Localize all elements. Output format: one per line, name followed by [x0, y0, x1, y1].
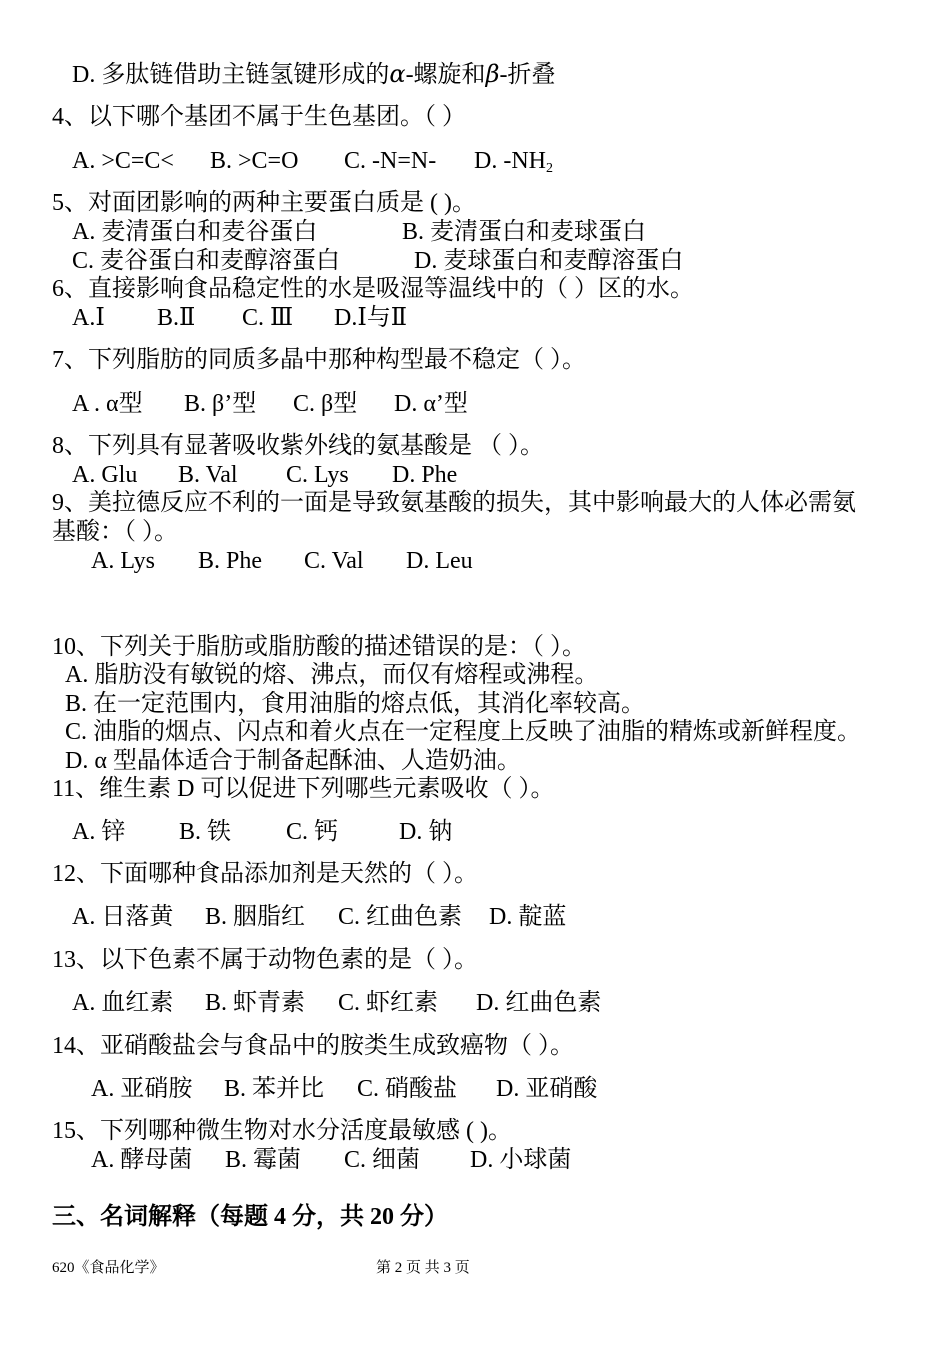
q13-option-c: C. 虾红素 [338, 990, 439, 1016]
q5-option-b: B. 麦清蛋白和麦球蛋白 [402, 219, 647, 245]
q13-option-a: A. 血红素 [72, 990, 174, 1016]
q12-options [72, 902, 566, 932]
q9-options [91, 546, 473, 576]
q11-option-d: D. 钠 [399, 819, 453, 845]
q13-option-b: B. 虾青素 [205, 990, 306, 1016]
q7-option-d: D. α’型 [394, 391, 468, 417]
q5-option-d: D. 麦球蛋白和麦醇溶蛋白 [414, 248, 684, 274]
q3-option-d-text-2: -螺旋和 [405, 62, 486, 88]
q7-options [72, 389, 468, 419]
q9-stem-line2: 基酸：（ ）。 [52, 519, 178, 545]
q12-option-b: B. 胭脂红 [205, 904, 306, 930]
q9-option-d: D. Leu [406, 548, 473, 574]
q10-option-c: C. 油脂的烟点、闪点和着火点在一定程度上反映了油脂的精炼或新鲜程度。 [65, 719, 862, 745]
q6-stem: 6、直接影响食品稳定性的水是吸湿等温线中的（ ）区的水。 [52, 276, 694, 302]
q5-options-row2 [72, 246, 683, 276]
q4-option-d [474, 146, 553, 176]
q11-option-b: B. 铁 [179, 819, 232, 845]
q15-options [91, 1145, 571, 1175]
q15-option-d: D. 小球菌 [470, 1147, 572, 1173]
q14-option-a: A. 亚硝胺 [91, 1076, 193, 1102]
q6-options [72, 303, 407, 333]
q15-option-b: B. 霉菌 [225, 1147, 302, 1173]
footer-page-number: 第 2 页 共 3 页 [376, 1260, 470, 1276]
q5-option-c: C. 麦谷蛋白和麦醇溶蛋白 [72, 248, 341, 274]
q3-option-d-text-3: -折叠 [499, 62, 556, 88]
q3-option-d [72, 59, 555, 90]
q3-option-d-text: D. 多肽链借助主链氢键形成的 [72, 62, 390, 88]
q4-options [72, 146, 553, 176]
q14-option-d: D. 亚硝酸 [496, 1076, 598, 1102]
q9-option-a: A. Lys [91, 548, 156, 574]
q7-option-a: A . α型 [72, 391, 143, 417]
subscript-two: 2 [546, 161, 553, 176]
q11-option-c: C. 钙 [286, 819, 339, 845]
q8-options [72, 460, 457, 490]
q10-option-b: B. 在一定范围内，食用油脂的熔点低，其消化率较高。 [65, 691, 646, 717]
q4-option-a: A. >C=C< [72, 148, 174, 174]
footer-course: 620《食品化学》 [52, 1260, 165, 1276]
q5-option-a: A. 麦清蛋白和麦谷蛋白 [72, 219, 318, 245]
q12-option-c: C. 红曲色素 [338, 904, 463, 930]
q7-option-b: B. β’型 [184, 391, 257, 417]
alpha-symbol: α [389, 60, 406, 88]
q6-option-d: D.Ⅰ与Ⅱ [334, 305, 408, 331]
q13-option-d: D. 红曲色素 [476, 990, 602, 1016]
q12-option-a: A. 日落黄 [72, 904, 174, 930]
beta-symbol: β [485, 60, 500, 88]
q7-stem: 7、下列脂肪的同质多晶中那种构型最不稳定（ ）。 [52, 347, 586, 373]
q8-option-d: D. Phe [392, 462, 458, 488]
q12-option-d: D. 靛蓝 [489, 904, 567, 930]
q11-options [72, 817, 452, 847]
q10-stem: 10、下列关于脂肪或脂肪酸的描述错误的是：（ ）。 [52, 634, 586, 660]
q8-option-b: B. Val [178, 462, 238, 488]
q12-stem: 12、下面哪种食品添加剂是天然的（ ）。 [52, 861, 478, 887]
q14-stem: 14、亚硝酸盐会与食品中的胺类生成致癌物（ ）。 [52, 1033, 574, 1059]
q4-option-c: C. -N=N- [344, 148, 437, 174]
q9-stem-line1: 9、美拉德反应不利的一面是导致氨基酸的损失，其中影响最大的人体必需氨 [52, 490, 856, 516]
q8-option-a: A. Glu [72, 462, 138, 488]
q13-stem: 13、以下色素不属于动物色素的是（ ）。 [52, 947, 478, 973]
q15-option-a: A. 酵母菌 [91, 1147, 193, 1173]
q14-option-c: C. 硝酸盐 [357, 1076, 458, 1102]
q5-stem: 5、对面团影响的两种主要蛋白质是 ( )。 [52, 190, 476, 216]
q10-option-a: A. 脂肪没有敏锐的熔、沸点，而仅有熔程或沸程。 [65, 662, 599, 688]
q14-options [91, 1074, 597, 1104]
q9-option-b: B. Phe [198, 548, 263, 574]
q14-option-b: B. 苯并比 [224, 1076, 325, 1102]
section-3-heading: 三、名词解释（每题 4 分，共 20 分） [52, 1204, 448, 1230]
q13-options [72, 988, 601, 1018]
q6-option-a: A.Ⅰ [72, 305, 105, 331]
q11-option-a: A. 锌 [72, 819, 126, 845]
q4-option-d-text: D. -NH [474, 148, 546, 174]
q8-stem: 8、下列具有显著吸收紫外线的氨基酸是 （ ）。 [52, 433, 544, 459]
q6-option-c: C. Ⅲ [242, 305, 294, 331]
q8-option-c: C. Lys [286, 462, 349, 488]
q9-option-c: C. Val [304, 548, 364, 574]
q4-option-b: B. >C=O [210, 148, 299, 174]
q6-option-b: B.Ⅱ [157, 305, 196, 331]
q7-option-c: C. β型 [293, 391, 358, 417]
q15-option-c: C. 细菌 [344, 1147, 421, 1173]
q11-stem: 11、维生素 D 可以促进下列哪些元素吸收（ ）。 [52, 776, 555, 802]
q10-option-d: D. α 型晶体适合于制备起酥油、人造奶油。 [65, 748, 521, 774]
q4-stem: 4、以下哪个基团不属于生色基团。（ ） [52, 104, 466, 130]
q15-stem: 15、下列哪种微生物对水分活度最敏感 ( )。 [52, 1118, 512, 1144]
q5-options-row1 [72, 217, 646, 247]
